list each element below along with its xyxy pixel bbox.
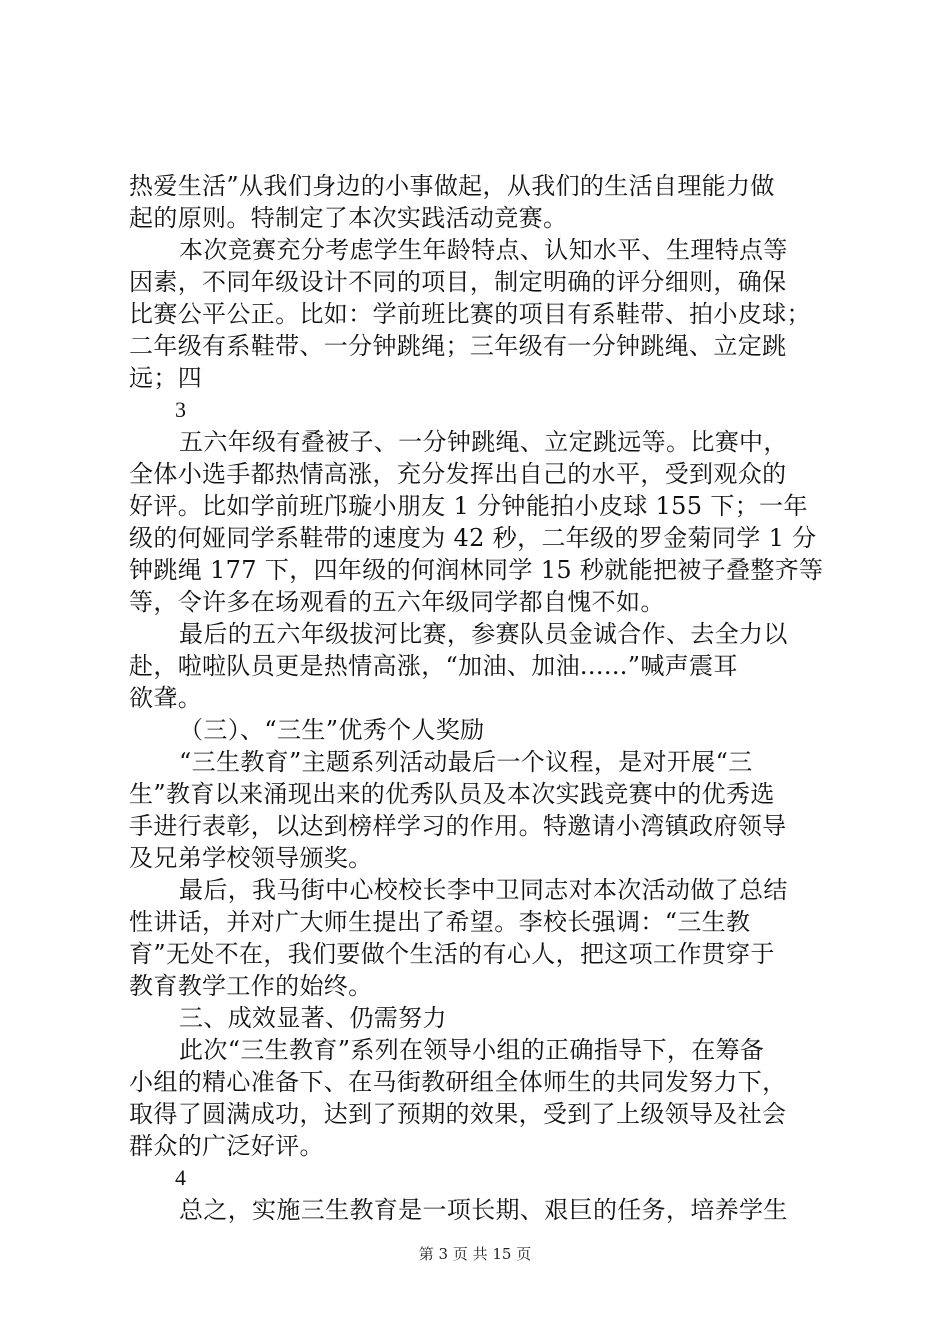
text-line: 因素，不同年级设计不同的项目，制定明确的评分细则，确保 — [129, 268, 787, 296]
text-line: 小组的精心准备下、在马街教研组全体师生的共同发努力下， — [129, 1068, 787, 1096]
page-footer: 第 3 页 共 15 页 — [418, 1245, 532, 1263]
text-line: 五六年级有叠被子、一分钟跳绳、立定跳远等。比赛中， — [179, 428, 788, 456]
text-line: 三、成效显著、仍需努力 — [179, 1004, 447, 1032]
text-line: 全体小选手都热情高涨，充分发挥出自己的水平，受到观众的 — [129, 460, 787, 488]
text-line: 等，令许多在场观看的五六年级同学都自愧不如。 — [129, 588, 665, 616]
page-marker: 3 — [175, 397, 187, 422]
text-line: 群众的广泛好评。 — [129, 1132, 324, 1160]
text-line: 比赛公平公正。比如：学前班比赛的项目有系鞋带、拍小皮球； — [129, 300, 811, 328]
text-line: 钟跳绳 177 下，四年级的何润林同学 15 秒就能把被子叠整齐等 — [129, 556, 824, 584]
text-line: 欲聋。 — [129, 684, 203, 712]
text-line: 赴，啦啦队员更是热情高涨，“加油、加油......”喊声震耳 — [129, 652, 738, 680]
document-body — [129, 170, 839, 1226]
text-line: 生”教育以来涌现出来的优秀队员及本次实践竞赛中的优秀选 — [129, 780, 775, 808]
text-line: （三）、“三生”优秀个人奖励 — [179, 716, 485, 744]
text-line: 教育教学工作的始终。 — [129, 972, 373, 1000]
text-line: 好评。比如学前班邝璇小朋友 1 分钟能拍小皮球 155 下；一年 — [129, 492, 808, 520]
text-line: “三生教育”主题系列活动最后一个议程，是对开展“三 — [179, 748, 753, 776]
text-line: 最后的五六年级拔河比赛，参赛队员金诚合作、去全力以 — [179, 620, 788, 648]
text-line: 手进行表彰，以达到榜样学习的作用。特邀请小湾镇政府领导 — [129, 812, 787, 840]
text-line: 起的原则。特制定了本次实践活动竞赛。 — [129, 204, 568, 232]
text-line: 远；四 — [129, 364, 203, 392]
text-line: 总之，实施三生教育是一项长期、艰巨的任务，培养学生 — [179, 1196, 788, 1224]
text-line: 最后，我马街中心校校长李中卫同志对本次活动做了总结 — [179, 876, 788, 904]
text-line: 性讲话，并对广大师生提出了希望。李校长强调：“三生教 — [129, 908, 751, 936]
text-line: 及兄弟学校领导颁奖。 — [129, 844, 373, 872]
page-marker: 4 — [175, 1165, 187, 1190]
text-line: 此次“三生教育”系列在领导小组的正确指导下，在筹备 — [179, 1036, 765, 1064]
text-line: 二年级有系鞋带、一分钟跳绳；三年级有一分钟跳绳、立定跳 — [129, 332, 787, 360]
text-line: 育”无处不在，我们要做个生活的有心人，把这项工作贯穿于 — [129, 940, 775, 968]
text-line: 级的何娅同学系鞋带的速度为 42 秒，二年级的罗金菊同学 1 分 — [129, 524, 817, 552]
text-line: 热爱生活”从我们身边的小事做起，从我们的生活自理能力做 — [129, 172, 775, 200]
text-line: 本次竞赛充分考虑学生年龄特点、认知水平、生理特点等 — [179, 236, 788, 264]
text-line: 取得了圆满成功，达到了预期的效果，受到了上级领导及社会 — [129, 1100, 787, 1128]
